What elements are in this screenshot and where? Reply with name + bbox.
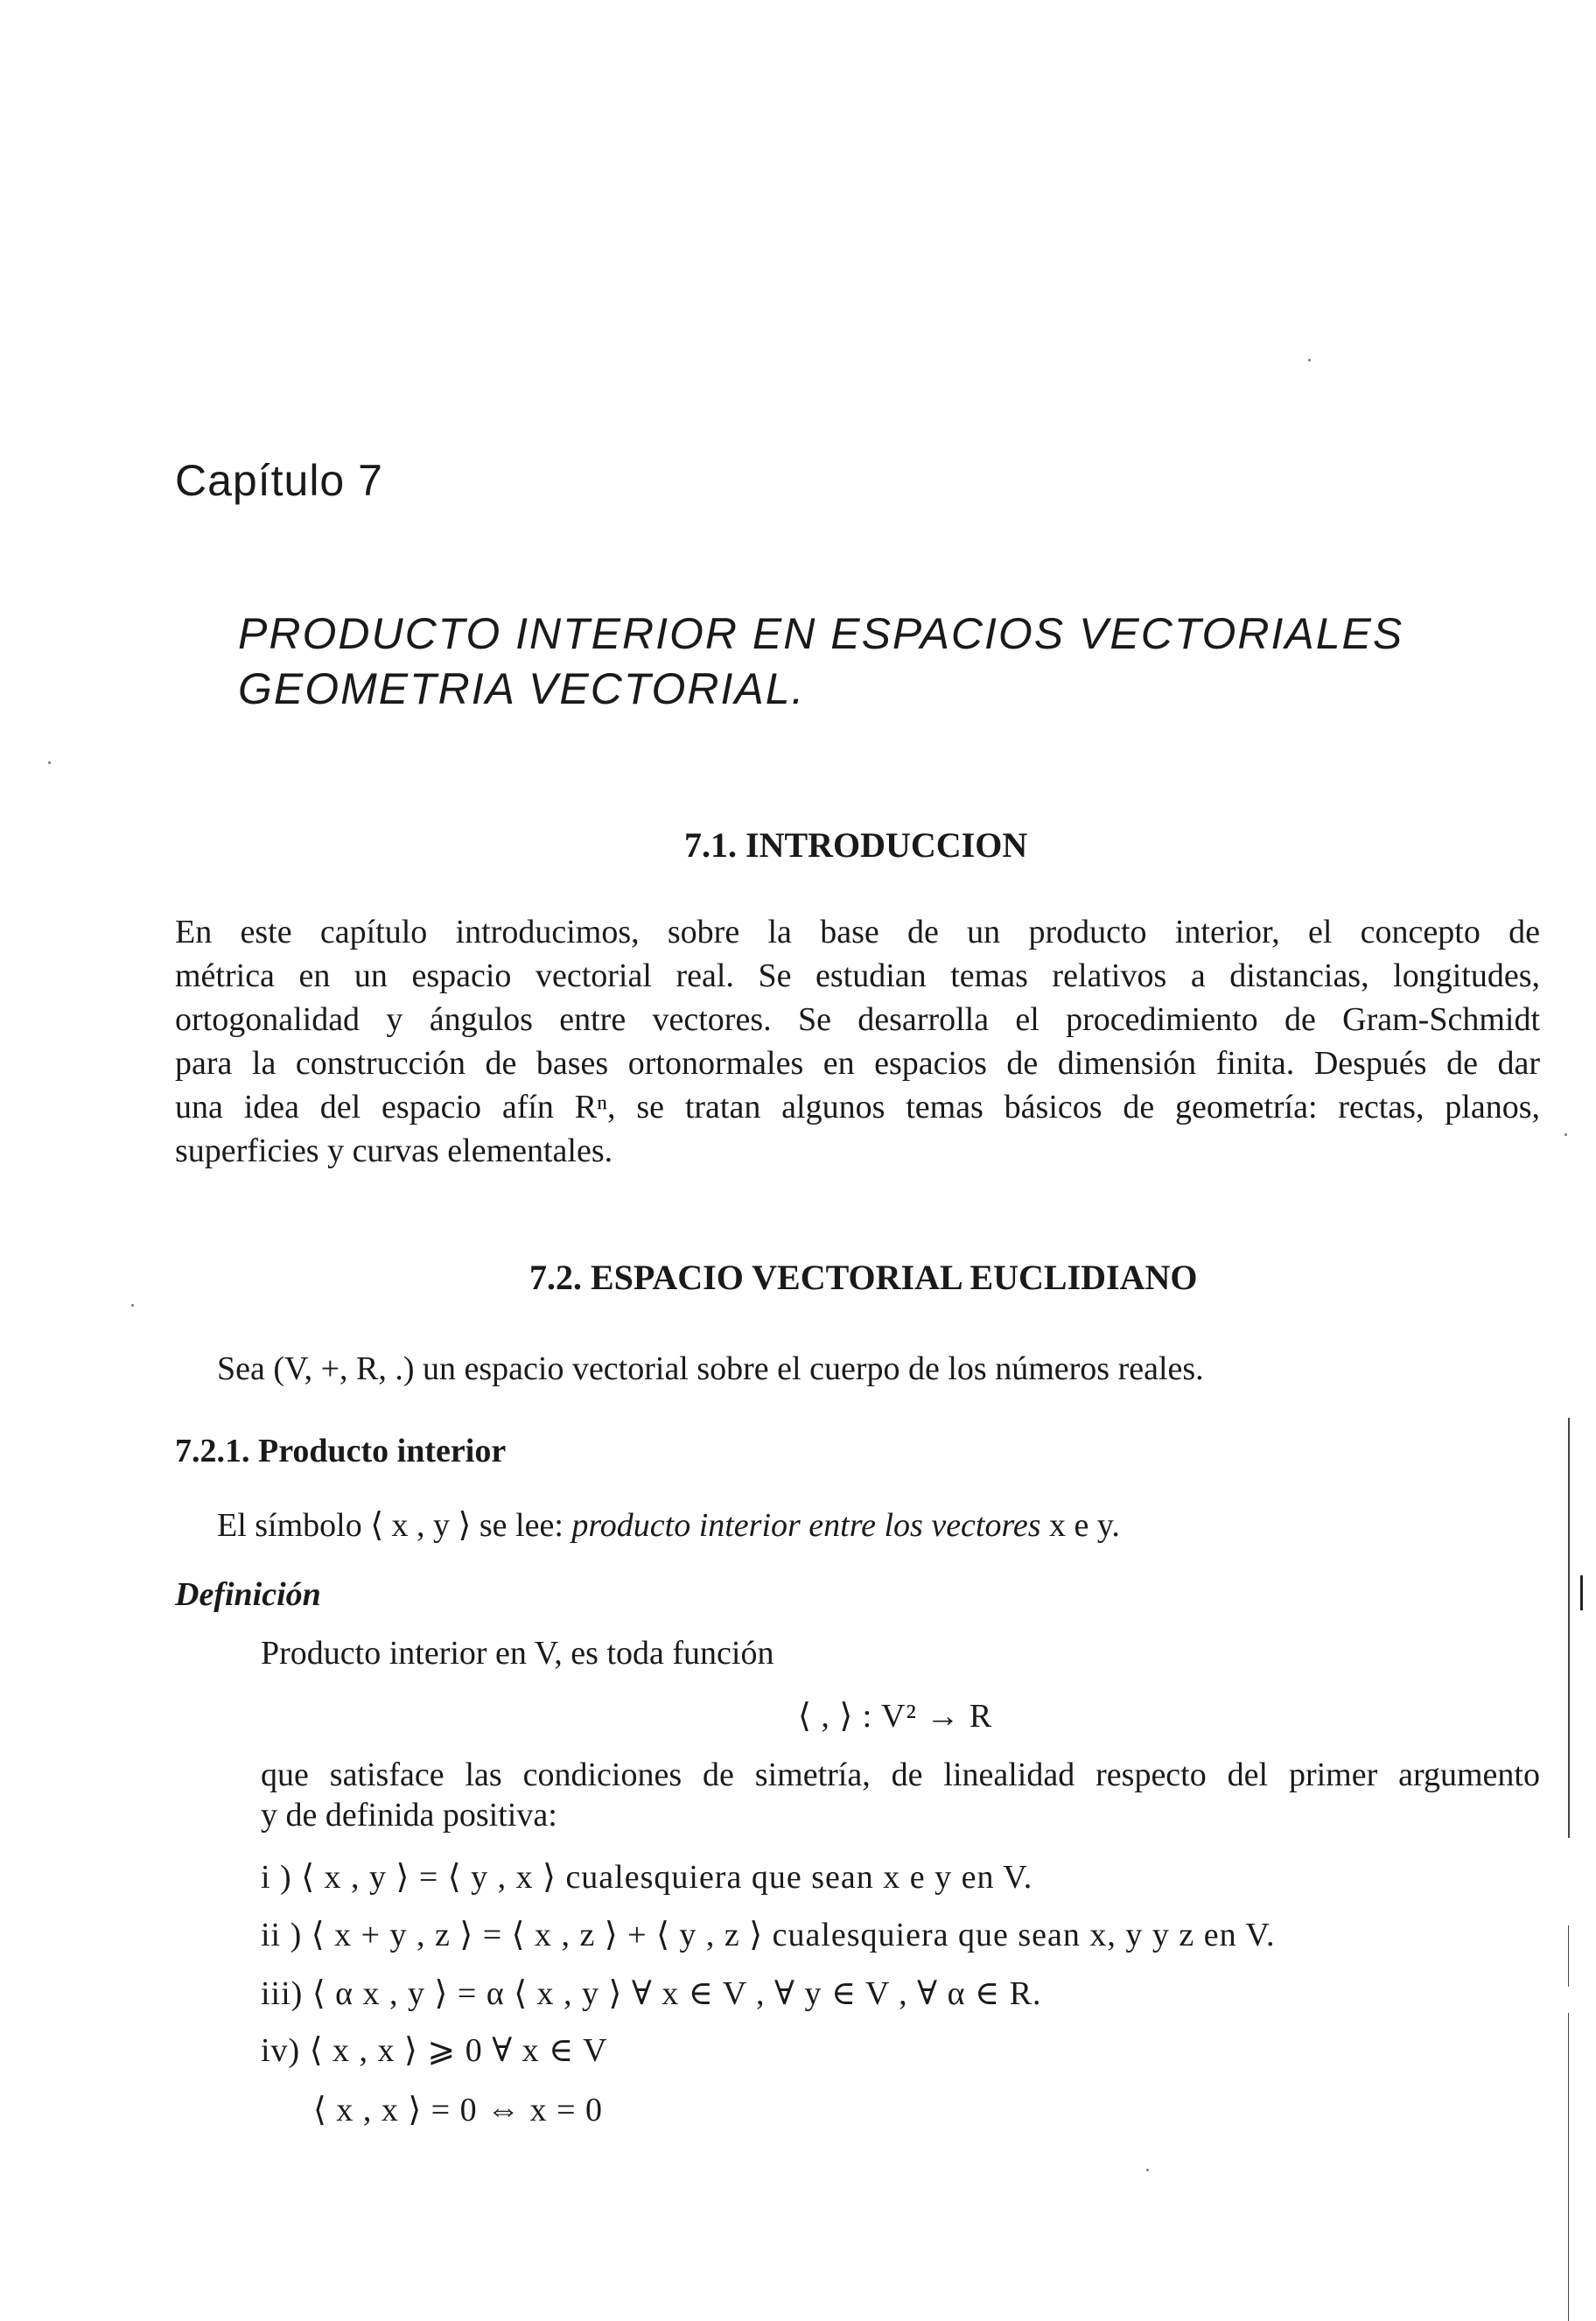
conditions-line: que satisface las condiciones de simetría, de linealidad respecto del primer argumento [261,1757,1540,1793]
section-7-2-heading: 7.2. ESPACIO VECTORIAL EUCLIDIANO [529,1258,1198,1297]
conditions-text [261,1755,1540,1835]
symbol-italic-text: producto interior entre los vectores [571,1507,1041,1544]
symbol-reading-line [217,1505,1120,1545]
scan-speck [1564,1133,1567,1136]
symbol-suffix: x e y. [1040,1507,1120,1544]
scan-edge-line [1568,2013,1569,2321]
subsection-7-2-1-heading: 7.2.1. Producto interior [175,1433,507,1469]
chapter-label: Capítulo 7 [175,456,383,505]
introduction-paragraph [175,910,1540,1173]
scan-edge-line [1568,1418,1570,1838]
definition-line: Producto interior en V, es toda función [261,1635,774,1672]
definition-formula: ⟨ , ⟩ : V² → R [798,1698,993,1735]
property-iii: iii) ⟨ α x , y ⟩ = α ⟨ x , y ⟩ ∀ x ∈ V , ∀ y ∈ V , ∀ α ∈ R. [261,1975,1042,2012]
scan-edge-line [1568,1925,1569,1987]
scan-edge-line [1580,1575,1583,1610]
definition-label: Definición [175,1576,321,1613]
section-7-1-heading: 7.1. INTRODUCCION [684,825,1028,865]
intro-line: métrica en un espacio vectorial real. Se estudian temas relativos a distancias, longitudes, [175,957,1540,994]
intro-line: una idea del espacio afín Rⁿ, se tratan algunos temas básicos de geometría: rectas, planos, [175,1089,1540,1125]
chapter-title-line-1: PRODUCTO INTERIOR EN ESPACIOS VECTORIALES [238,609,1404,658]
scan-speck [131,1304,134,1307]
scan-speck [48,761,51,764]
property-iv-equality: ⟨ x , x ⟩ = 0 ⇔ x = 0 [313,2092,604,2128]
symbol-prefix: El símbolo ⟨ x , y ⟩ se lee: [217,1507,572,1544]
intro-line: En este capítulo introducimos, sobre la base de un producto interior, el concepto de [175,914,1540,950]
intro-line: ortogonalidad y ángulos entre vectores. Se desarrolla el procedimiento de Gram-Schmidt [175,1001,1540,1038]
section-7-2-intro: Sea (V, +, R, .) un espacio vectorial sobre el cuerpo de los números reales. [217,1350,1204,1387]
conditions-line: y de definida positiva: [261,1797,557,1834]
scan-speck [1146,2169,1149,2171]
property-iv: iv) ⟨ x , x ⟩ ⩾ 0 ∀ x ∈ V [261,2032,608,2069]
intro-line: superficies y curvas elementales. [175,1132,613,1169]
property-i: i ) ⟨ x , y ⟩ = ⟨ y , x ⟩ cualesquiera que sean x e y en V. [261,1859,1033,1896]
scan-speck [1308,359,1311,361]
intro-line: para la construcción de bases ortonormales en espacios de dimensión finita. Después de dar [175,1045,1540,1082]
chapter-title-line-2: GEOMETRIA VECTORIAL. [238,664,806,713]
property-ii: ii ) ⟨ x + y , z ⟩ = ⟨ x , z ⟩ + ⟨ y , z ⟩ cualesquiera que sean x, y y z en V. [261,1917,1276,1953]
